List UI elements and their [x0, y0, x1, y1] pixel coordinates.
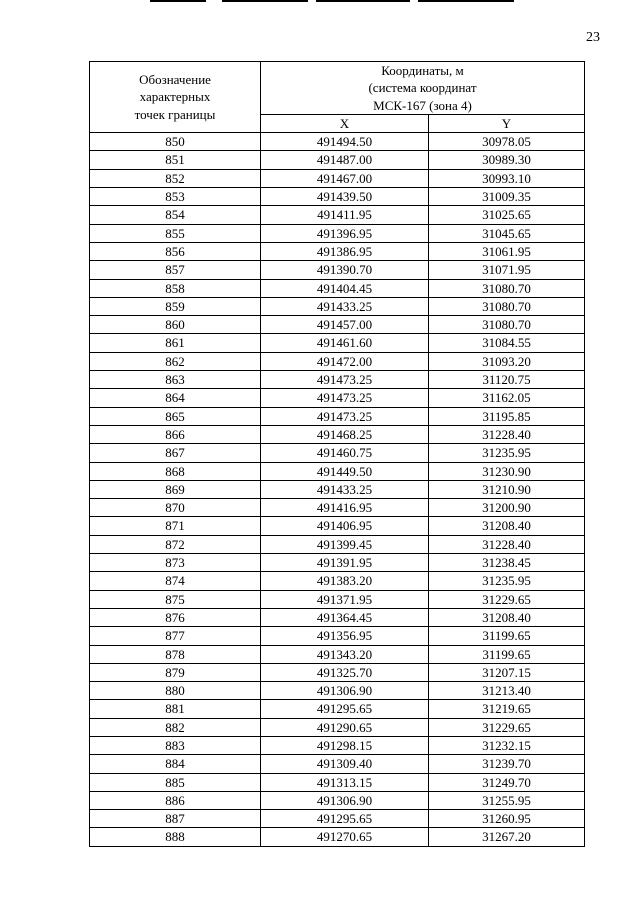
top-rule-4 [418, 0, 514, 2]
point-id-cell: 851 [90, 151, 261, 169]
point-id-cell: 881 [90, 700, 261, 718]
point-id-cell: 886 [90, 791, 261, 809]
x-coordinate-cell: 491461.60 [261, 334, 429, 352]
y-coordinate-cell: 31238.45 [429, 554, 585, 572]
y-coordinate-cell: 30978.05 [429, 133, 585, 151]
table-row [90, 645, 585, 663]
boundary-coordinates-table [89, 61, 585, 847]
point-id-cell: 877 [90, 627, 261, 645]
y-coordinate-cell: 31199.65 [429, 627, 585, 645]
y-coordinate-cell: 31120.75 [429, 371, 585, 389]
x-coordinate-cell: 491467.00 [261, 169, 429, 187]
y-coordinate-cell: 31267.20 [429, 828, 585, 846]
x-coordinate-cell: 491457.00 [261, 316, 429, 334]
table-row [90, 279, 585, 297]
table-row [90, 773, 585, 791]
y-coordinate-cell: 31239.70 [429, 755, 585, 773]
point-id-cell: 856 [90, 242, 261, 260]
point-id-cell: 879 [90, 663, 261, 681]
coord-header-line: Координаты, м [381, 63, 464, 78]
table-row [90, 517, 585, 535]
y-coordinate-cell: 31230.90 [429, 462, 585, 480]
table-row [90, 590, 585, 608]
point-id-cell: 888 [90, 828, 261, 846]
table-row [90, 371, 585, 389]
point-id-cell: 871 [90, 517, 261, 535]
point-id-cell: 887 [90, 810, 261, 828]
table-row [90, 151, 585, 169]
point-id-cell: 868 [90, 462, 261, 480]
table-row [90, 224, 585, 242]
x-coordinate-cell: 491473.25 [261, 371, 429, 389]
point-id-cell: 872 [90, 535, 261, 553]
point-id-cell: 863 [90, 371, 261, 389]
y-coordinate-cell: 31232.15 [429, 736, 585, 754]
table-row [90, 133, 585, 151]
point-id-cell: 870 [90, 499, 261, 517]
x-coordinate-cell: 491468.25 [261, 425, 429, 443]
table-row [90, 828, 585, 846]
table-row [90, 316, 585, 334]
y-coordinate-cell: 31084.55 [429, 334, 585, 352]
top-rule-2 [222, 0, 308, 2]
table-row [90, 682, 585, 700]
y-coordinate-cell: 31025.65 [429, 206, 585, 224]
top-rule-3 [316, 0, 410, 2]
table-row [90, 700, 585, 718]
y-coordinate-cell: 31235.95 [429, 444, 585, 462]
x-coordinate-cell: 491383.20 [261, 572, 429, 590]
y-coordinate-cell: 30993.10 [429, 169, 585, 187]
y-coordinate-cell: 31255.95 [429, 791, 585, 809]
x-coordinate-cell: 491449.50 [261, 462, 429, 480]
table-row [90, 169, 585, 187]
y-coordinate-cell: 31045.65 [429, 224, 585, 242]
table-row [90, 554, 585, 572]
x-coordinate-cell: 491391.95 [261, 554, 429, 572]
y-coordinate-cell: 30989.30 [429, 151, 585, 169]
point-id-cell: 869 [90, 480, 261, 498]
point-id-cell: 883 [90, 736, 261, 754]
x-coordinate-cell: 491386.95 [261, 242, 429, 260]
x-coordinate-cell: 491298.15 [261, 736, 429, 754]
table-row [90, 791, 585, 809]
y-coordinate-cell: 31213.40 [429, 682, 585, 700]
y-coordinate-cell: 31229.65 [429, 590, 585, 608]
point-designation-header [90, 62, 261, 133]
x-coordinate-cell: 491396.95 [261, 224, 429, 242]
x-coordinate-cell: 491364.45 [261, 608, 429, 626]
point-id-cell: 855 [90, 224, 261, 242]
table-row [90, 736, 585, 754]
x-coordinate-cell: 491343.20 [261, 645, 429, 663]
point-id-cell: 864 [90, 389, 261, 407]
point-header-line: Обозначение [139, 72, 211, 88]
table-row [90, 499, 585, 517]
page-number: 23 [586, 30, 600, 45]
y-coordinate-cell: 31162.05 [429, 389, 585, 407]
table-row [90, 297, 585, 315]
table-row [90, 627, 585, 645]
table-row [90, 572, 585, 590]
coord-header-line: (система координат [368, 80, 477, 96]
x-coordinate-cell: 491306.90 [261, 682, 429, 700]
y-coordinate-cell: 31199.65 [429, 645, 585, 663]
point-id-cell: 885 [90, 773, 261, 791]
y-coordinate-cell: 31219.65 [429, 700, 585, 718]
y-coordinate-cell: 31093.20 [429, 352, 585, 370]
table-row [90, 261, 585, 279]
y-coordinate-cell: 31235.95 [429, 572, 585, 590]
table-header-row [90, 62, 585, 115]
x-coordinate-cell: 491356.95 [261, 627, 429, 645]
y-coordinate-cell: 31249.70 [429, 773, 585, 791]
y-coordinate-cell: 31260.95 [429, 810, 585, 828]
table-row [90, 334, 585, 352]
point-id-cell: 878 [90, 645, 261, 663]
point-id-cell: 860 [90, 316, 261, 334]
table-row [90, 242, 585, 260]
table-row [90, 206, 585, 224]
x-coordinate-cell: 491309.40 [261, 755, 429, 773]
x-coordinate-cell: 491306.90 [261, 791, 429, 809]
point-id-cell: 867 [90, 444, 261, 462]
point-id-cell: 852 [90, 169, 261, 187]
table-row [90, 663, 585, 681]
point-id-cell: 853 [90, 188, 261, 206]
point-id-cell: 859 [90, 297, 261, 315]
x-coordinate-cell: 491404.45 [261, 279, 429, 297]
point-id-cell: 862 [90, 352, 261, 370]
top-rule-1 [150, 0, 206, 2]
x-coordinate-cell: 491313.15 [261, 773, 429, 791]
table-row [90, 188, 585, 206]
table-row [90, 407, 585, 425]
y-coordinate-cell: 31200.90 [429, 499, 585, 517]
point-header-line: точек границы [134, 106, 216, 122]
x-coordinate-cell: 491295.65 [261, 810, 429, 828]
x-coordinate-cell: 491433.25 [261, 480, 429, 498]
x-coordinate-cell: 491487.00 [261, 151, 429, 169]
point-id-cell: 882 [90, 718, 261, 736]
table-body [90, 133, 585, 847]
point-id-cell: 854 [90, 206, 261, 224]
table-row [90, 718, 585, 736]
x-coordinate-cell: 491439.50 [261, 188, 429, 206]
y-coordinate-cell: 31080.70 [429, 279, 585, 297]
table-row [90, 425, 585, 443]
point-id-cell: 857 [90, 261, 261, 279]
y-coordinate-cell: 31009.35 [429, 188, 585, 206]
table-row [90, 755, 585, 773]
y-coordinate-cell: 31208.40 [429, 608, 585, 626]
point-id-cell: 880 [90, 682, 261, 700]
point-id-cell: 858 [90, 279, 261, 297]
x-coordinate-cell: 491416.95 [261, 499, 429, 517]
table-row [90, 462, 585, 480]
point-id-cell: 874 [90, 572, 261, 590]
table-row [90, 389, 585, 407]
table-row [90, 444, 585, 462]
point-header-line: характерных [139, 89, 211, 105]
point-id-cell: 861 [90, 334, 261, 352]
coordinates-header [261, 62, 585, 115]
y-coordinate-cell: 31228.40 [429, 535, 585, 553]
x-coordinate-cell: 491399.45 [261, 535, 429, 553]
y-coordinate-cell: 31061.95 [429, 242, 585, 260]
x-coordinate-cell: 491270.65 [261, 828, 429, 846]
point-id-cell: 875 [90, 590, 261, 608]
coord-header-line: МСК-167 (зона 4) [373, 97, 472, 113]
point-id-cell: 884 [90, 755, 261, 773]
x-coordinate-cell: 491371.95 [261, 590, 429, 608]
x-coordinate-cell: 491406.95 [261, 517, 429, 535]
point-id-cell: 865 [90, 407, 261, 425]
y-coordinate-cell: 31208.40 [429, 517, 585, 535]
y-coordinate-cell: 31071.95 [429, 261, 585, 279]
y-coordinate-cell: 31210.90 [429, 480, 585, 498]
y-column-header: Y [429, 114, 585, 132]
point-id-cell: 866 [90, 425, 261, 443]
x-coordinate-cell: 491494.50 [261, 133, 429, 151]
y-coordinate-cell: 31195.85 [429, 407, 585, 425]
y-coordinate-cell: 31229.65 [429, 718, 585, 736]
x-column-header: X [261, 114, 429, 132]
table-row [90, 352, 585, 370]
x-coordinate-cell: 491473.25 [261, 407, 429, 425]
y-coordinate-cell: 31207.15 [429, 663, 585, 681]
x-coordinate-cell: 491472.00 [261, 352, 429, 370]
y-coordinate-cell: 31228.40 [429, 425, 585, 443]
x-coordinate-cell: 491433.25 [261, 297, 429, 315]
table-row [90, 810, 585, 828]
point-id-cell: 873 [90, 554, 261, 572]
x-coordinate-cell: 491290.65 [261, 718, 429, 736]
table-row [90, 608, 585, 626]
y-coordinate-cell: 31080.70 [429, 316, 585, 334]
x-coordinate-cell: 491411.95 [261, 206, 429, 224]
x-coordinate-cell: 491390.70 [261, 261, 429, 279]
x-coordinate-cell: 491473.25 [261, 389, 429, 407]
point-id-cell: 850 [90, 133, 261, 151]
x-coordinate-cell: 491460.75 [261, 444, 429, 462]
y-coordinate-cell: 31080.70 [429, 297, 585, 315]
x-coordinate-cell: 491295.65 [261, 700, 429, 718]
table-row [90, 535, 585, 553]
x-coordinate-cell: 491325.70 [261, 663, 429, 681]
table-row [90, 480, 585, 498]
point-id-cell: 876 [90, 608, 261, 626]
